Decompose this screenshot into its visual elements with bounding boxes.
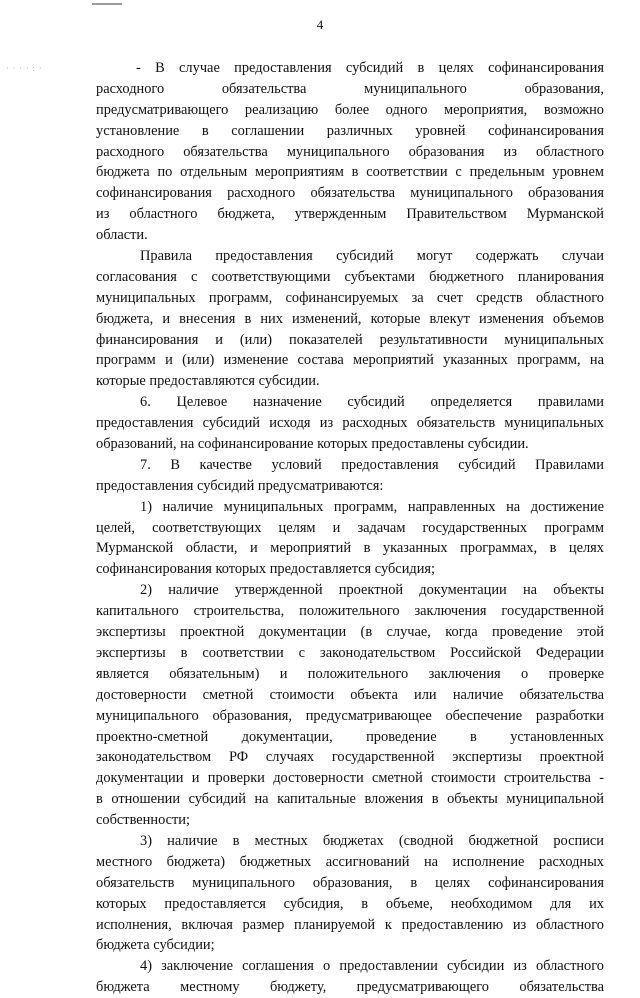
text-line: Мурманской области, и мероприятий в указанных программах, в целях: [96, 540, 604, 557]
text-line: области.: [96, 227, 148, 244]
text-line: целей, соответствующих целям и задачам государственных программ: [96, 519, 604, 536]
text-line: 4) заключение соглашения о предоставлении субсидии из областного: [140, 958, 604, 975]
text-line: согласования с соответствующими субъектами бюджетного планирования: [96, 268, 604, 285]
text-line: софинансирования расходного обязательства муниципального образования: [96, 185, 604, 202]
text-line: 6. Целевое назначение субсидий определяется правилами: [140, 394, 604, 411]
text-line: 1) наличие муниципальных программ, направленных на достижение: [140, 498, 604, 515]
text-line: которые предоставляются субсидии.: [96, 373, 320, 390]
text-line: установление в соглашении различных уровней софинансирования: [96, 122, 604, 139]
scan-artifact-mark: [92, 3, 122, 5]
text-line: бюджета по отдельным мероприятиям в соответствии с предельным уровнем: [96, 164, 604, 181]
text-line: бюджета субсидии;: [96, 937, 215, 954]
text-line: Правила предоставления субсидий могут содержать случаи: [140, 248, 604, 265]
text-line: исполнения, включая размер планируемой к предоставлению из областного: [96, 916, 604, 933]
text-line: достоверности сметной стоимости объекта или наличие обязательства: [96, 686, 604, 703]
text-line: - В случае предоставления субсидий в целях софинансирования: [136, 60, 604, 76]
text-line: муниципального образования, предусматривающее обеспечение разработки: [96, 707, 604, 724]
margin-scan-dots: · · · · : ·: [6, 64, 43, 73]
page-number: 4: [316, 17, 324, 32]
text-line: местного бюджета) бюджетных ассигнований на исполнение расходных: [96, 853, 604, 870]
text-line: капитального строительства, положительного заключения государственной: [96, 603, 604, 620]
text-line: бюджета, и внесения в них изменений, которые влекут изменения объемов: [96, 310, 604, 327]
text-line: проектно-сметной документации, проведение в установленных: [96, 728, 604, 745]
text-line: 7. В качестве условий предоставления субсидий Правилами: [140, 456, 604, 473]
text-line: предусматривающего реализацию более одного мероприятия, возможно: [96, 101, 604, 118]
text-line: экспертизы проектной документации (в случае, когда проведение этой: [96, 624, 604, 641]
text-line: образований, на софинансирование которых предоставлены субсидии.: [96, 436, 529, 453]
text-line: экспертизы в соответствии с законодательством Российской Федерации: [96, 644, 604, 661]
text-line: финансирования и (или) показателей результативности муниципальных: [96, 331, 604, 348]
text-line: из областного бюджета, утвержденным Правительством Мурманской: [96, 206, 604, 223]
text-line: которых предоставляется субсидия, в объеме, необходимом для их: [96, 895, 604, 912]
text-line: 3) наличие в местных бюджетах (сводной бюджетной росписи: [140, 832, 604, 849]
text-line: софинансирования которых предоставляется субсидия;: [96, 561, 436, 578]
text-line: расходного обязательства муниципального образования,: [96, 80, 604, 97]
text-line: 2) наличие утвержденной проектной документации на объекты: [140, 582, 604, 599]
text-line: обязательств муниципального образования, в целях софинансирования: [96, 874, 604, 891]
text-line: предоставления субсидий исходя из расходных обязательств муниципальных: [96, 415, 604, 432]
document-body: [96, 58, 604, 998]
text-line: расходного обязательства муниципального образования из областного: [96, 143, 604, 160]
text-line: программ и (или) изменение состава мероприятий указанных программ, на: [96, 352, 604, 369]
text-line: собственности;: [96, 812, 191, 829]
text-line: является обязательным) и положительного заключения о проверке: [96, 665, 604, 682]
text-line: муниципальных программ, софинансируемых за счет средств областного: [96, 289, 604, 306]
text-line: предоставления субсидий предусматриваются:: [96, 477, 384, 494]
text-line: законодательством РФ случаях государственной экспертизы проектной: [96, 749, 604, 766]
text-line: в отношении субсидий на капитальные вложения в объекты муниципальной: [96, 791, 604, 808]
text-line: бюджета местному бюджету, предусматривающего обязательства: [96, 979, 604, 996]
text-line: документации и проверки достоверности сметной стоимости строительства -: [96, 770, 604, 787]
